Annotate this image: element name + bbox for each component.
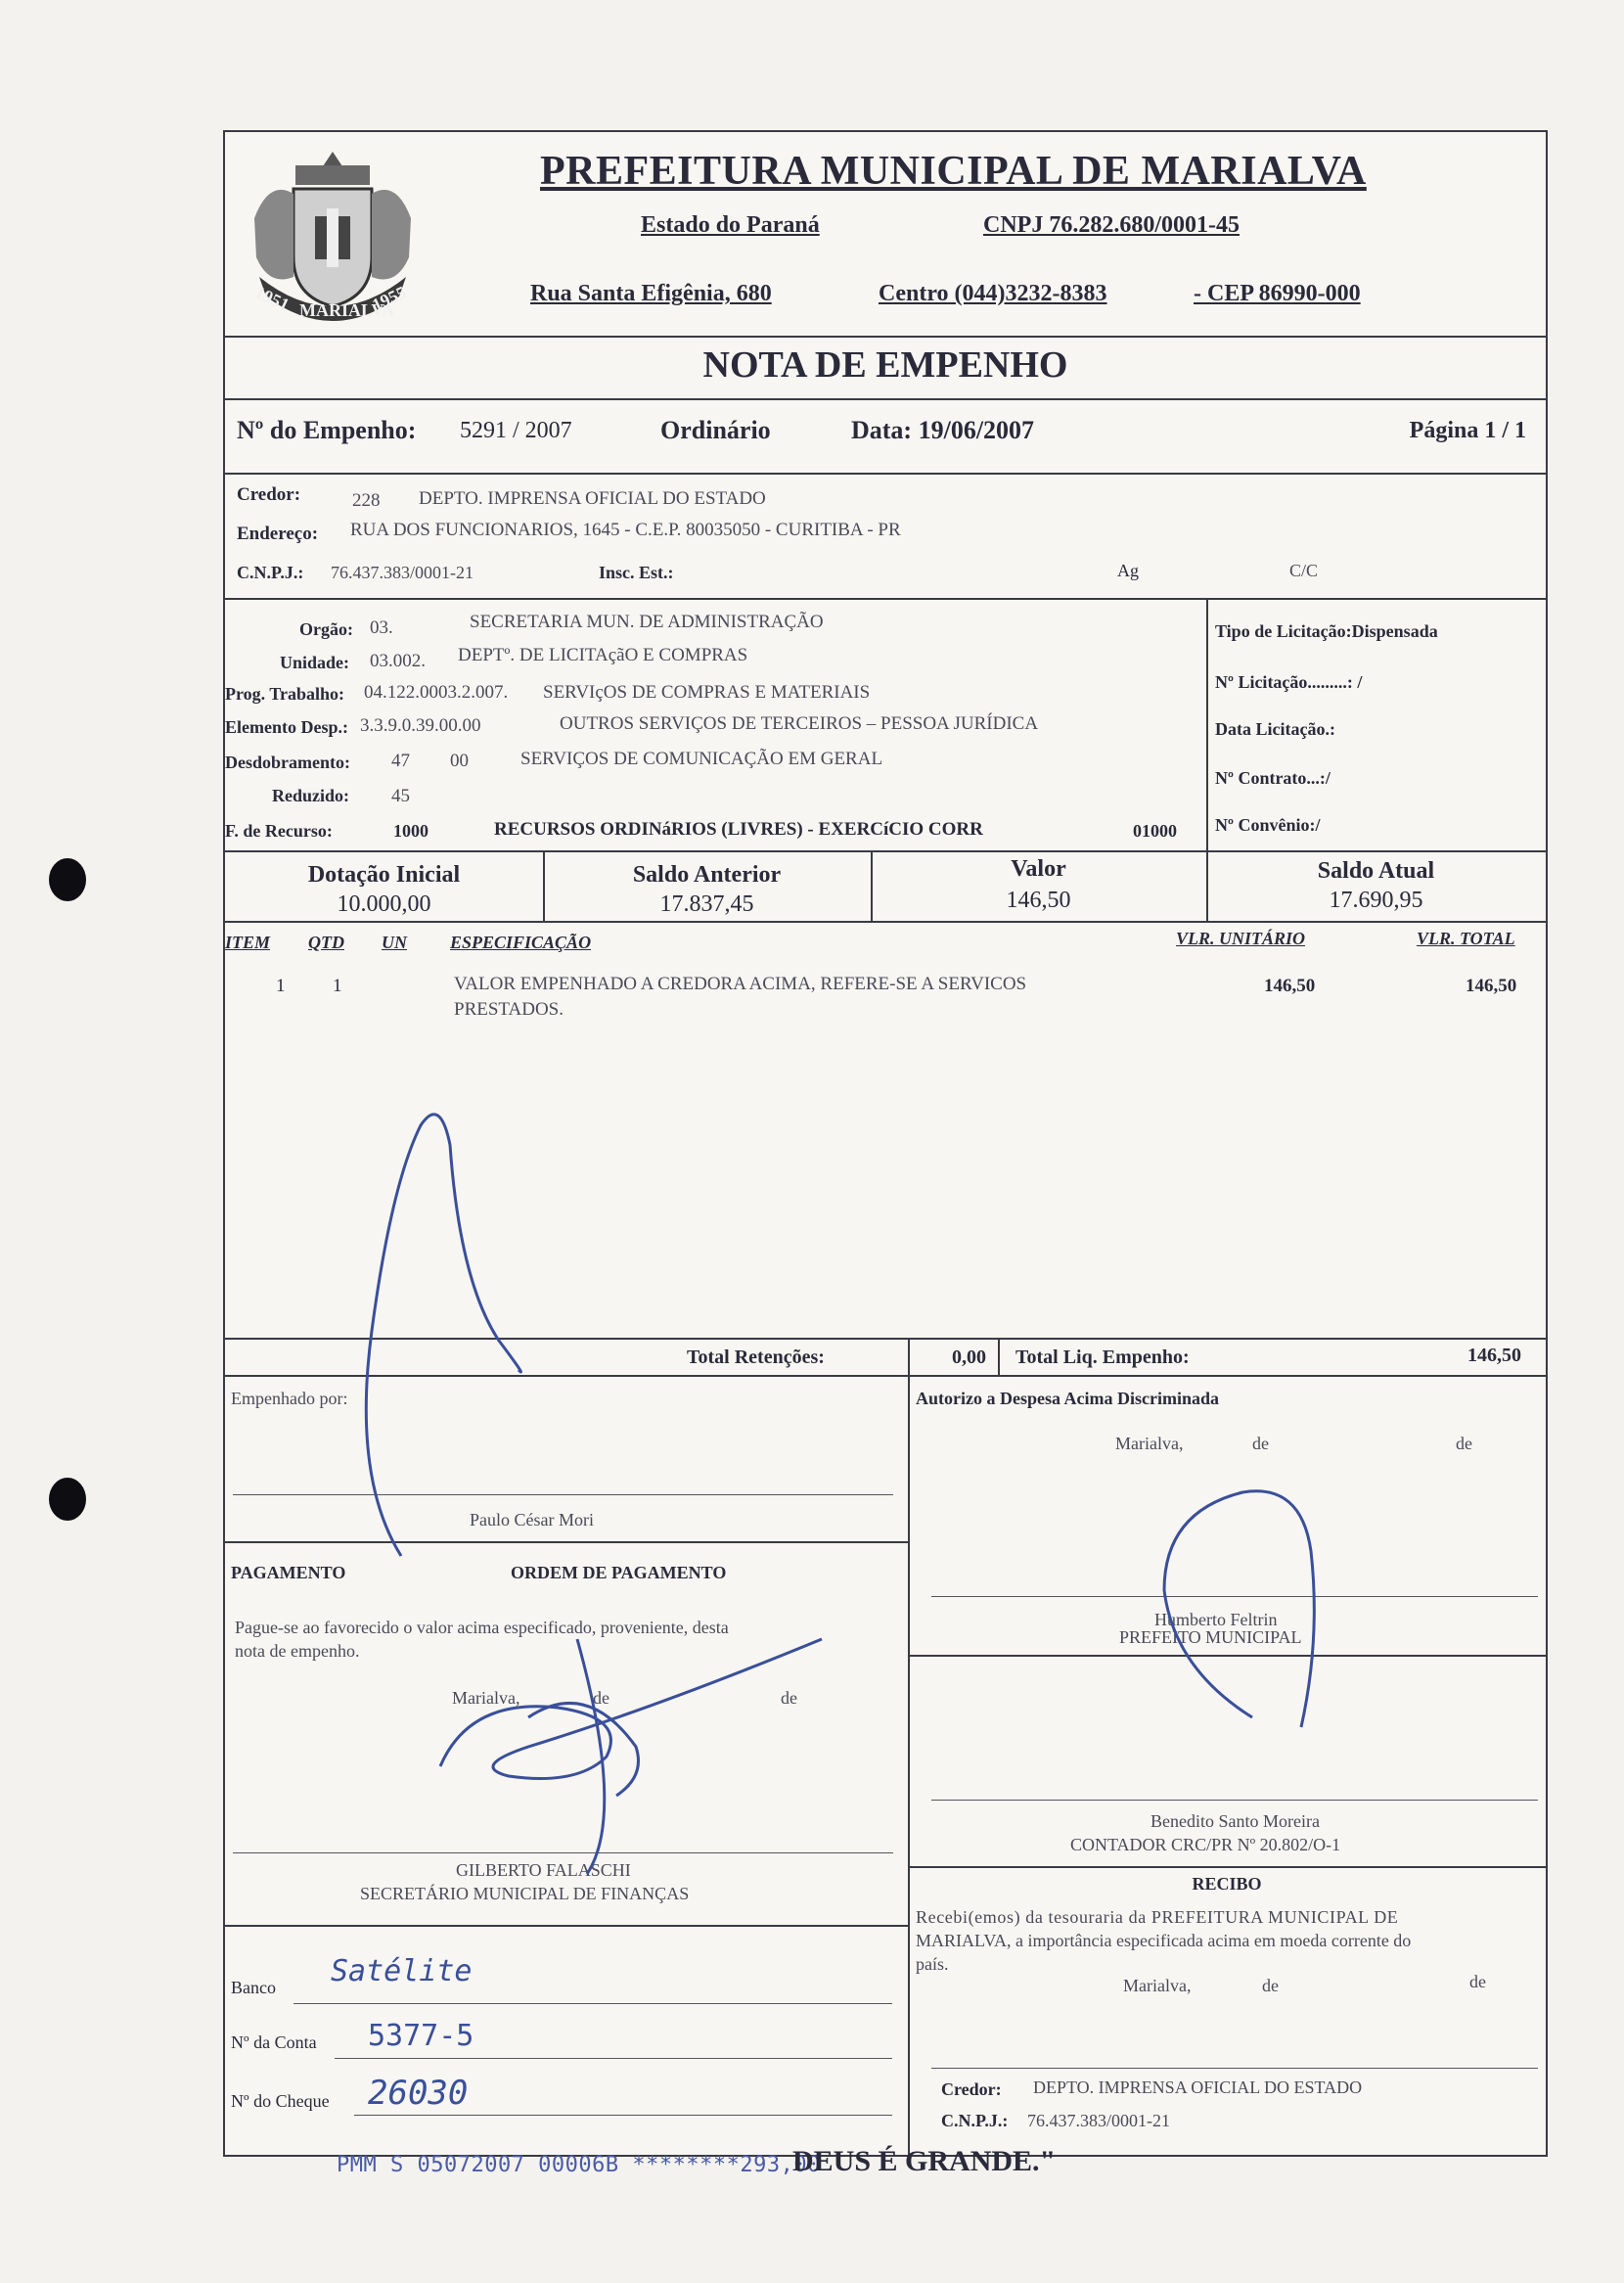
cheque-label: Nº do Cheque xyxy=(231,2091,330,2111)
item-unit-value: 146,50 xyxy=(1264,976,1316,996)
insc-est-label: Insc. Est.: xyxy=(599,563,674,582)
recibo-line1: Recebi(emos) da tesouraria da PREFEITURA MUNICIPAL DE xyxy=(916,1907,1399,1927)
footer-motto: DEUS É GRANDE." xyxy=(792,2145,1057,2177)
credor-cnpj: 76.437.383/0001-21 xyxy=(331,563,474,582)
empenho-number-label: Nº do Empenho: xyxy=(237,416,417,444)
municipality-phone: Centro (044)3232-8383 xyxy=(879,281,1107,306)
unidade-code: 03.002. xyxy=(370,651,426,671)
pague-se-line2: nota de empenho. xyxy=(235,1641,360,1661)
desdobramento-name: SERVIÇOS DE COMUNICAÇÃO EM GERAL xyxy=(520,749,883,769)
recibo-place: Marialva, xyxy=(1123,1976,1192,1995)
empenho-date: Data: 19/06/2007 xyxy=(851,416,1035,444)
unidade-name: DEPTº. DE LICITAçãO E COMPRAS xyxy=(458,645,748,665)
desdobramento-sub: 00 xyxy=(450,751,469,771)
elemento-desp-label: Elemento Desp.: xyxy=(225,717,348,737)
dotacao-inicial-value: 10.000,00 xyxy=(337,891,431,917)
numero-licitacao: Nº Licitação.........: / xyxy=(1215,672,1363,692)
punch-hole-top xyxy=(49,858,86,901)
autorizo-place: Marialva, xyxy=(1115,1434,1184,1453)
orgao-name: SECRETARIA MUN. DE ADMINISTRAÇÃO xyxy=(470,612,824,632)
recibo-credor-label: Credor: xyxy=(941,2079,1002,2099)
prog-trabalho-code: 04.122.0003.2.007. xyxy=(364,682,509,703)
unidade-label: Unidade: xyxy=(280,653,350,672)
item-qtd: 1 xyxy=(333,976,342,996)
recibo-title: RECIBO xyxy=(1192,1874,1262,1894)
empenhado-por-label: Empenhado por: xyxy=(231,1389,348,1408)
total-retencoes-value: 0,00 xyxy=(952,1347,986,1368)
bank-processing-stamp: PMM S 05072007 00006B ********293,00 xyxy=(337,2153,821,2177)
endereco-label: Endereço: xyxy=(237,524,319,544)
empenho-number: 5291 / 2007 xyxy=(460,418,572,443)
saldo-anterior-value: 17.837,45 xyxy=(659,891,754,917)
desdobramento-code: 47 xyxy=(391,751,410,771)
state-name: Estado do Paraná xyxy=(641,212,820,238)
reduzido-value: 45 xyxy=(391,786,410,806)
conta-value: 5377-5 xyxy=(368,2019,474,2053)
col-header-item: ITEM xyxy=(225,933,271,952)
municipality-cep: - CEP 86990-000 xyxy=(1194,281,1361,306)
emblem-city-label: MARIALVA xyxy=(299,300,395,320)
credor-cnpj-label: C.N.P.J.: xyxy=(237,563,304,582)
cc-label: C/C xyxy=(1289,561,1319,580)
orgao-label: Orgão: xyxy=(299,619,353,639)
municipality-address: Rua Santa Efigênia, 680 xyxy=(530,281,772,306)
total-retencoes-label: Total Retenções: xyxy=(687,1347,825,1368)
col-header-vlr-unitario: VLR. UNITÁRIO xyxy=(1176,929,1306,948)
emblem-year-right: 1955 xyxy=(369,282,410,315)
pagamento-de-2: de xyxy=(781,1688,797,1708)
autorizo-label: Autorizo a Despesa Acima Discriminada xyxy=(916,1389,1219,1408)
pague-se-line1: Pague-se ao favorecido o valor acima especificado, proveniente, desta xyxy=(235,1618,729,1637)
prefeito-role: PREFEITO MUNICIPAL xyxy=(1119,1627,1302,1647)
nota-de-empenho-form xyxy=(223,130,1548,2157)
recibo-line3: país. xyxy=(916,1954,949,1974)
signature-empenhado xyxy=(342,1086,577,1566)
credor-label: Credor: xyxy=(237,484,301,505)
prog-trabalho-label: Prog. Trabalho: xyxy=(225,684,345,704)
recibo-de-2: de xyxy=(1469,1972,1486,1991)
col-header-vlr-total: VLR. TOTAL xyxy=(1417,929,1515,948)
prefeito-name: Humberto Feltrin xyxy=(1154,1610,1278,1629)
item-number: 1 xyxy=(276,976,286,996)
orgao-code: 03. xyxy=(370,617,393,638)
pagamento-place: Marialva, xyxy=(452,1688,520,1708)
empenho-type: Ordinário xyxy=(660,416,771,444)
credor-code: 228 xyxy=(352,490,381,511)
elemento-desp-name: OUTROS SERVIÇOS DE TERCEIROS – PESSOA JURÍDICA xyxy=(560,713,1039,734)
recurso-label: F. de Recurso: xyxy=(225,821,333,841)
data-licitacao: Data Licitação.: xyxy=(1215,719,1335,739)
credor-address: RUA DOS FUNCIONARIOS, 1645 - C.E.P. 80035050 - CURITIBA - PR xyxy=(350,520,901,540)
saldo-atual-value: 17.690,95 xyxy=(1329,888,1423,913)
elemento-desp-code: 3.3.9.0.39.00.00 xyxy=(360,715,481,736)
secretario-role: SECRETÁRIO MUNICIPAL DE FINANÇAS xyxy=(360,1884,690,1903)
recibo-de-1: de xyxy=(1262,1976,1279,1995)
col-header-especificacao: ESPECIFICAÇÃO xyxy=(450,933,592,952)
item-description-line2: PRESTADOS. xyxy=(454,999,564,1020)
signature-prefeito xyxy=(1135,1473,1331,1747)
signature-secretario xyxy=(411,1620,841,1884)
col-header-qtd: QTD xyxy=(308,933,344,952)
col-header-un: UN xyxy=(382,933,407,952)
item-total-value: 146,50 xyxy=(1466,976,1517,996)
municipality-title: PREFEITURA MUNICIPAL DE MARIALVA xyxy=(540,149,1367,194)
saldo-atual-label: Saldo Atual xyxy=(1317,858,1435,884)
emblem-year-left: 1951 xyxy=(251,282,293,315)
autorizo-de-2: de xyxy=(1456,1434,1472,1453)
tipo-licitacao: Tipo de Licitação:Dispensada xyxy=(1215,621,1438,641)
autorizo-de-1: de xyxy=(1252,1434,1269,1453)
recibo-credor-name: DEPTO. IMPRENSA OFICIAL DO ESTADO xyxy=(1033,2078,1363,2097)
banco-label: Banco xyxy=(231,1978,276,1997)
punch-hole-bottom xyxy=(49,1478,86,1521)
pagamento-de-1: de xyxy=(593,1688,609,1708)
recibo-cnpj-label: C.N.P.J.: xyxy=(941,2111,1009,2130)
valor-value: 146,50 xyxy=(1006,888,1071,913)
conta-label: Nº da Conta xyxy=(231,2032,317,2052)
empenhado-por-name: Paulo César Mori xyxy=(470,1510,594,1530)
numero-contrato: Nº Contrato...:/ xyxy=(1215,768,1331,788)
contador-name: Benedito Santo Moreira xyxy=(1150,1811,1320,1831)
cheque-value: 26030 xyxy=(368,2074,469,2113)
item-description-line1: VALOR EMPENHADO A CREDORA ACIMA, REFERE-SE A SERVICOS xyxy=(454,974,1027,994)
recibo-line2: MARIALVA, a importância especificada acima em moeda corrente do xyxy=(916,1931,1412,1950)
desdobramento-label: Desdobramento: xyxy=(225,753,350,772)
recurso-name: RECURSOS ORDINáRIOS (LIVRES) - EXERCíCIO CORR xyxy=(494,819,983,840)
banco-value: Satélite xyxy=(331,1954,473,1988)
saldo-anterior-label: Saldo Anterior xyxy=(632,862,782,888)
contador-role: CONTADOR CRC/PR Nº 20.802/O-1 xyxy=(1070,1835,1341,1854)
total-liquido-label: Total Liq. Empenho: xyxy=(1015,1347,1190,1368)
ag-label: Ag xyxy=(1117,561,1139,580)
pagamento-label: PAGAMENTO xyxy=(231,1563,346,1582)
credor-name: DEPTO. IMPRENSA OFICIAL DO ESTADO xyxy=(419,488,766,509)
ordem-pagamento-label: ORDEM DE PAGAMENTO xyxy=(511,1563,727,1582)
valor-label: Valor xyxy=(1011,856,1066,882)
page-indicator: Página 1 / 1 xyxy=(1409,418,1526,443)
reduzido-label: Reduzido: xyxy=(272,786,350,805)
document-title: NOTA DE EMPENHO xyxy=(702,344,1068,386)
recurso-code: 1000 xyxy=(393,821,429,841)
numero-convenio: Nº Convênio:/ xyxy=(1215,815,1321,835)
total-liquido-value: 146,50 xyxy=(1467,1345,1521,1366)
municipality-cnpj: CNPJ 76.282.680/0001-45 xyxy=(983,212,1240,238)
secretario-name: GILBERTO FALASCHI xyxy=(456,1860,631,1880)
recibo-cnpj: 76.437.383/0001-21 xyxy=(1027,2111,1170,2130)
dotacao-inicial-label: Dotação Inicial xyxy=(307,862,461,888)
recurso-number: 01000 xyxy=(1133,821,1177,841)
prog-trabalho-name: SERVIçOS DE COMPRAS E MATERIAIS xyxy=(543,682,871,703)
